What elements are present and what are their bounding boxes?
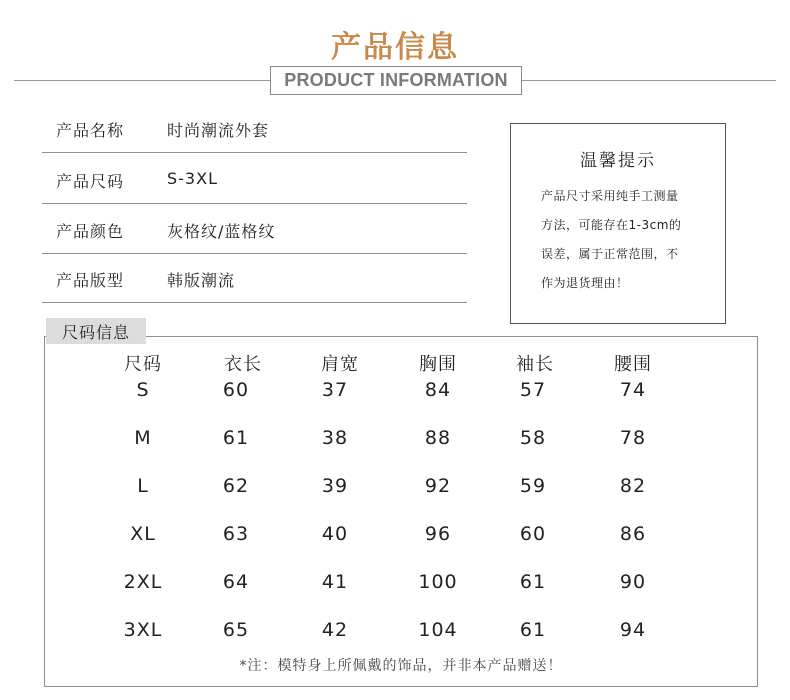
info-value: 时尚潮流外套 (167, 121, 270, 140)
chest-cell: 88 (424, 427, 452, 449)
sleeve-cell: 57 (519, 379, 547, 401)
chest-cell: 96 (424, 523, 452, 545)
waist-cell: 90 (619, 571, 647, 593)
column-header: 尺码 (124, 354, 162, 375)
title-divider-left (14, 80, 270, 81)
length-cell: 60 (222, 379, 250, 401)
info-row-color (42, 205, 467, 254)
waist-cell: 94 (619, 619, 647, 641)
chest-cell: 100 (418, 571, 458, 593)
size-table-tab: 尺码信息 (46, 318, 146, 344)
size-cell: L (137, 475, 149, 497)
tip-box (510, 123, 726, 324)
size-cell: XL (130, 523, 156, 545)
shoulder-cell: 40 (321, 523, 349, 545)
shoulder-cell: 39 (321, 475, 349, 497)
waist-cell: 86 (619, 523, 647, 545)
info-label: 产品名称 (56, 121, 125, 140)
tip-line: 误差，属于正常范围，不 (541, 247, 679, 261)
column-header: 袖长 (516, 354, 554, 375)
shoulder-cell: 41 (321, 571, 349, 593)
info-value: 灰格纹/蓝格纹 (167, 222, 276, 241)
tip-line: 产品尺寸采用纯手工测量 (541, 189, 679, 203)
size-cell: 3XL (123, 619, 163, 641)
sleeve-cell: 58 (519, 427, 547, 449)
title-divider-right (522, 80, 776, 81)
chest-cell: 84 (424, 379, 452, 401)
shoulder-cell: 37 (321, 379, 349, 401)
column-header: 衣长 (224, 354, 262, 375)
length-cell: 65 (222, 619, 250, 641)
shoulder-cell: 42 (321, 619, 349, 641)
tip-text (541, 182, 707, 298)
size-cell: S (136, 379, 150, 401)
length-cell: 62 (222, 475, 250, 497)
shoulder-cell: 38 (321, 427, 349, 449)
info-row-fit (42, 254, 467, 303)
sleeve-cell: 60 (519, 523, 547, 545)
column-header: 腰围 (614, 354, 652, 375)
info-value: S-3XL (167, 169, 218, 188)
info-label: 产品颜色 (56, 222, 125, 241)
info-value: 韩版潮流 (167, 271, 236, 290)
waist-cell: 82 (619, 475, 647, 497)
size-cell: 2XL (123, 571, 163, 593)
sleeve-cell: 59 (519, 475, 547, 497)
tip-title: 温馨提示 (580, 151, 656, 171)
waist-cell: 74 (619, 379, 647, 401)
info-row-size (42, 155, 467, 204)
chest-cell: 92 (424, 475, 452, 497)
waist-cell: 78 (619, 427, 647, 449)
chest-cell: 104 (418, 619, 458, 641)
info-label: 产品尺码 (56, 172, 125, 191)
info-label: 产品版型 (56, 271, 125, 290)
column-header: 胸围 (419, 354, 457, 375)
column-header: 肩宽 (321, 354, 359, 375)
length-cell: 64 (222, 571, 250, 593)
page-subtitle: PRODUCT INFORMATION (270, 66, 522, 95)
size-cell: M (134, 427, 152, 449)
page-title: 产品信息 (331, 30, 459, 65)
length-cell: 61 (222, 427, 250, 449)
sleeve-cell: 61 (519, 619, 547, 641)
info-row-name (42, 104, 467, 153)
sleeve-cell: 61 (519, 571, 547, 593)
tip-line: 作为退货理由！ (541, 276, 629, 290)
length-cell: 63 (222, 523, 250, 545)
footnote: *注：模特身上所佩戴的饰品，并非本产品赠送！ (239, 658, 563, 674)
tip-line: 方法，可能存在1-3cm的 (541, 218, 682, 232)
